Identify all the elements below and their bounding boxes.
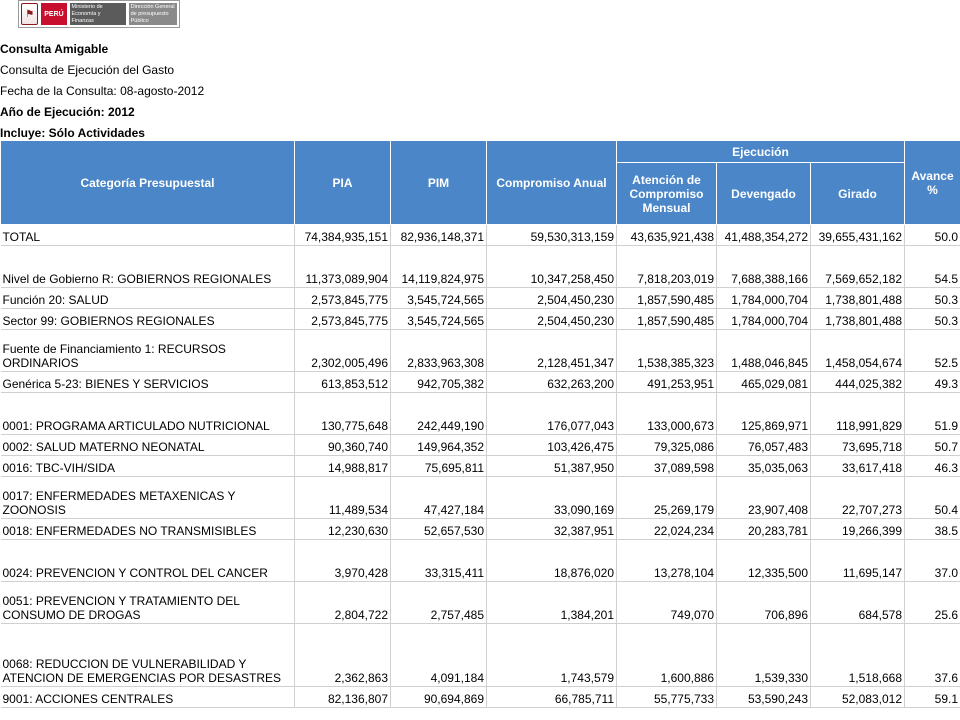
cell-devengado: 35,035,063 xyxy=(717,456,811,477)
col-avance: Avance % xyxy=(905,141,960,225)
table-header xyxy=(1,141,960,225)
cell-pia: 82,136,807 xyxy=(295,687,391,708)
cell-avance: 52.5 xyxy=(905,330,960,372)
summary-row xyxy=(1,246,960,288)
cell-pia: 11,489,534 xyxy=(295,477,391,519)
cell-avance: 50.0 xyxy=(905,225,960,246)
cell-devengado: 53,590,243 xyxy=(717,687,811,708)
includes-note: Incluye: Sólo Actividades xyxy=(0,126,145,140)
cell-atencion: 55,775,733 xyxy=(617,687,717,708)
cell-girado: 11,695,147 xyxy=(811,540,905,582)
page-subtitle: Consulta de Ejecución del Gasto xyxy=(0,63,175,77)
cell-compromiso: 33,090,169 xyxy=(487,477,617,519)
col-atencion: Atención de Compromiso Mensual xyxy=(617,163,717,225)
row-label: 0024: PREVENCION Y CONTROL DEL CANCER xyxy=(1,540,295,582)
cell-compromiso: 1,743,579 xyxy=(487,624,617,687)
cell-avance: 50.3 xyxy=(905,288,960,309)
cell-atencion: 1,600,886 xyxy=(617,624,717,687)
row-label: Fuente de Financiamiento 1: RECURSOS ORDINARIOS xyxy=(1,330,295,372)
row-label: Función 20: SALUD xyxy=(1,288,295,309)
cell-atencion: 43,635,921,438 xyxy=(617,225,717,246)
cell-compromiso: 18,876,020 xyxy=(487,540,617,582)
table-row xyxy=(1,687,960,708)
cell-girado: 73,695,718 xyxy=(811,435,905,456)
cell-avance: 46.3 xyxy=(905,456,960,477)
cell-atencion: 13,278,104 xyxy=(617,540,717,582)
cell-pim: 2,757,485 xyxy=(391,582,487,624)
cell-girado: 118,991,829 xyxy=(811,393,905,435)
cell-pia: 130,775,648 xyxy=(295,393,391,435)
cell-compromiso: 51,387,950 xyxy=(487,456,617,477)
col-ejecucion: Ejecución xyxy=(617,141,905,163)
table-row xyxy=(1,456,960,477)
cell-devengado: 12,335,500 xyxy=(717,540,811,582)
cell-devengado: 465,029,081 xyxy=(717,372,811,393)
cell-compromiso: 10,347,258,450 xyxy=(487,246,617,288)
cell-pim: 82,936,148,371 xyxy=(391,225,487,246)
cell-compromiso: 2,504,450,230 xyxy=(487,309,617,330)
direction-brand: Dirección General de presupuesto Público xyxy=(129,3,177,25)
row-label: 0001: PROGRAMA ARTICULADO NUTRICIONAL xyxy=(1,393,295,435)
cell-pim: 3,545,724,565 xyxy=(391,309,487,330)
cell-girado: 1,518,668 xyxy=(811,624,905,687)
col-pim: PIM xyxy=(391,141,487,225)
cell-girado: 1,458,054,674 xyxy=(811,330,905,372)
summary-section xyxy=(1,225,960,393)
cell-avance: 49.3 xyxy=(905,372,960,393)
cell-devengado: 125,869,971 xyxy=(717,393,811,435)
cell-pim: 2,833,963,308 xyxy=(391,330,487,372)
cell-girado: 33,617,418 xyxy=(811,456,905,477)
cell-pia: 613,853,512 xyxy=(295,372,391,393)
cell-pim: 47,427,184 xyxy=(391,477,487,519)
cell-pim: 942,705,382 xyxy=(391,372,487,393)
cell-girado: 1,738,801,488 xyxy=(811,288,905,309)
page-title: Consulta Amigable xyxy=(0,42,109,56)
cell-pia: 90,360,740 xyxy=(295,435,391,456)
cell-pim: 90,694,869 xyxy=(391,687,487,708)
cell-pia: 12,230,630 xyxy=(295,519,391,540)
cell-avance: 50.4 xyxy=(905,477,960,519)
cell-atencion: 1,857,590,485 xyxy=(617,288,717,309)
cell-devengado: 1,784,000,704 xyxy=(717,309,811,330)
row-label: Sector 99: GOBIERNOS REGIONALES xyxy=(1,309,295,330)
cell-compromiso: 66,785,711 xyxy=(487,687,617,708)
cell-atencion: 1,857,590,485 xyxy=(617,309,717,330)
cell-compromiso: 32,387,951 xyxy=(487,519,617,540)
cell-pim: 242,449,190 xyxy=(391,393,487,435)
row-label: 0018: ENFERMEDADES NO TRANSMISIBLES xyxy=(1,519,295,540)
cell-compromiso: 1,384,201 xyxy=(487,582,617,624)
cell-pim: 3,545,724,565 xyxy=(391,288,487,309)
cell-atencion: 25,269,179 xyxy=(617,477,717,519)
cell-girado: 444,025,382 xyxy=(811,372,905,393)
table-row xyxy=(1,393,960,435)
cell-pia: 11,373,089,904 xyxy=(295,246,391,288)
summary-row xyxy=(1,372,960,393)
cell-avance: 51.9 xyxy=(905,393,960,435)
cell-pia: 2,302,005,496 xyxy=(295,330,391,372)
category-section xyxy=(1,393,960,708)
cell-girado: 7,569,652,182 xyxy=(811,246,905,288)
col-categoria: Categoría Presupuestal xyxy=(1,141,295,225)
table-row xyxy=(1,540,960,582)
row-label: 0017: ENFERMEDADES METAXENICAS Y ZOONOSIS xyxy=(1,477,295,519)
row-label: 0051: PREVENCION Y TRATAMIENTO DEL CONSUMO DE DROGAS xyxy=(1,582,295,624)
cell-devengado: 7,688,388,166 xyxy=(717,246,811,288)
col-compromiso: Compromiso Anual xyxy=(487,141,617,225)
peru-brand: PERÚ xyxy=(41,3,66,25)
summary-row xyxy=(1,225,960,246)
cell-compromiso: 2,128,451,347 xyxy=(487,330,617,372)
cell-avance: 38.5 xyxy=(905,519,960,540)
cell-compromiso: 176,077,043 xyxy=(487,393,617,435)
cell-girado: 22,707,273 xyxy=(811,477,905,519)
cell-avance: 59.1 xyxy=(905,687,960,708)
cell-compromiso: 103,426,475 xyxy=(487,435,617,456)
col-pia: PIA xyxy=(295,141,391,225)
cell-avance: 37.6 xyxy=(905,624,960,687)
col-girado: Girado xyxy=(811,163,905,225)
cell-girado: 684,578 xyxy=(811,582,905,624)
cell-atencion: 22,024,234 xyxy=(617,519,717,540)
col-devengado: Devengado xyxy=(717,163,811,225)
cell-avance: 37.0 xyxy=(905,540,960,582)
execution-table xyxy=(0,140,960,708)
cell-pia: 2,573,845,775 xyxy=(295,309,391,330)
cell-avance: 54.5 xyxy=(905,246,960,288)
cell-girado: 19,266,399 xyxy=(811,519,905,540)
row-label: 0016: TBC-VIH/SIDA xyxy=(1,456,295,477)
cell-pia: 2,362,863 xyxy=(295,624,391,687)
cell-pim: 33,315,411 xyxy=(391,540,487,582)
cell-atencion: 749,070 xyxy=(617,582,717,624)
cell-girado: 1,738,801,488 xyxy=(811,309,905,330)
cell-devengado: 20,283,781 xyxy=(717,519,811,540)
cell-compromiso: 2,504,450,230 xyxy=(487,288,617,309)
table-row xyxy=(1,477,960,519)
query-date: Fecha de la Consulta: 08-agosto-2012 xyxy=(0,84,205,98)
table-row xyxy=(1,582,960,624)
cell-pim: 75,695,811 xyxy=(391,456,487,477)
row-label: 0068: REDUCCION DE VULNERABILIDAD Y ATENCION DE EMERGENCIAS POR DESASTRES xyxy=(1,624,295,687)
cell-pim: 14,119,824,975 xyxy=(391,246,487,288)
cell-pim: 4,091,184 xyxy=(391,624,487,687)
cell-girado: 52,083,012 xyxy=(811,687,905,708)
cell-atencion: 1,538,385,323 xyxy=(617,330,717,372)
cell-atencion: 133,000,673 xyxy=(617,393,717,435)
cell-pia: 2,573,845,775 xyxy=(295,288,391,309)
row-label: Genérica 5-23: BIENES Y SERVICIOS xyxy=(1,372,295,393)
cell-devengado: 23,907,408 xyxy=(717,477,811,519)
cell-devengado: 1,784,000,704 xyxy=(717,288,811,309)
cell-pia: 14,988,817 xyxy=(295,456,391,477)
cell-girado: 39,655,431,162 xyxy=(811,225,905,246)
cell-pim: 52,657,530 xyxy=(391,519,487,540)
cell-pia: 74,384,935,151 xyxy=(295,225,391,246)
cell-avance: 50.3 xyxy=(905,309,960,330)
cell-avance: 50.7 xyxy=(905,435,960,456)
summary-row xyxy=(1,330,960,372)
cell-atencion: 7,818,203,019 xyxy=(617,246,717,288)
table-row xyxy=(1,624,960,687)
summary-row xyxy=(1,309,960,330)
ministry-brand: Ministerio de Economía y Finanzas xyxy=(70,3,126,25)
cell-devengado: 76,057,483 xyxy=(717,435,811,456)
table-row xyxy=(1,435,960,456)
cell-devengado: 1,488,046,845 xyxy=(717,330,811,372)
cell-devengado: 41,488,354,272 xyxy=(717,225,811,246)
execution-year: Año de Ejecución: 2012 xyxy=(0,105,135,119)
row-label: 9001: ACCIONES CENTRALES xyxy=(1,687,295,708)
table-row xyxy=(1,519,960,540)
cell-compromiso: 59,530,313,159 xyxy=(487,225,617,246)
mef-logo xyxy=(18,0,180,28)
cell-pim: 149,964,352 xyxy=(391,435,487,456)
row-label: Nivel de Gobierno R: GOBIERNOS REGIONALES xyxy=(1,246,295,288)
cell-atencion: 491,253,951 xyxy=(617,372,717,393)
cell-atencion: 37,089,598 xyxy=(617,456,717,477)
cell-pia: 3,970,428 xyxy=(295,540,391,582)
cell-avance: 25.6 xyxy=(905,582,960,624)
summary-row xyxy=(1,288,960,309)
cell-pia: 2,804,722 xyxy=(295,582,391,624)
row-label: 0002: SALUD MATERNO NEONATAL xyxy=(1,435,295,456)
national-seal-icon: ⚑ xyxy=(21,3,38,25)
cell-compromiso: 632,263,200 xyxy=(487,372,617,393)
row-label: TOTAL xyxy=(1,225,295,246)
cell-atencion: 79,325,086 xyxy=(617,435,717,456)
cell-devengado: 706,896 xyxy=(717,582,811,624)
cell-devengado: 1,539,330 xyxy=(717,624,811,687)
